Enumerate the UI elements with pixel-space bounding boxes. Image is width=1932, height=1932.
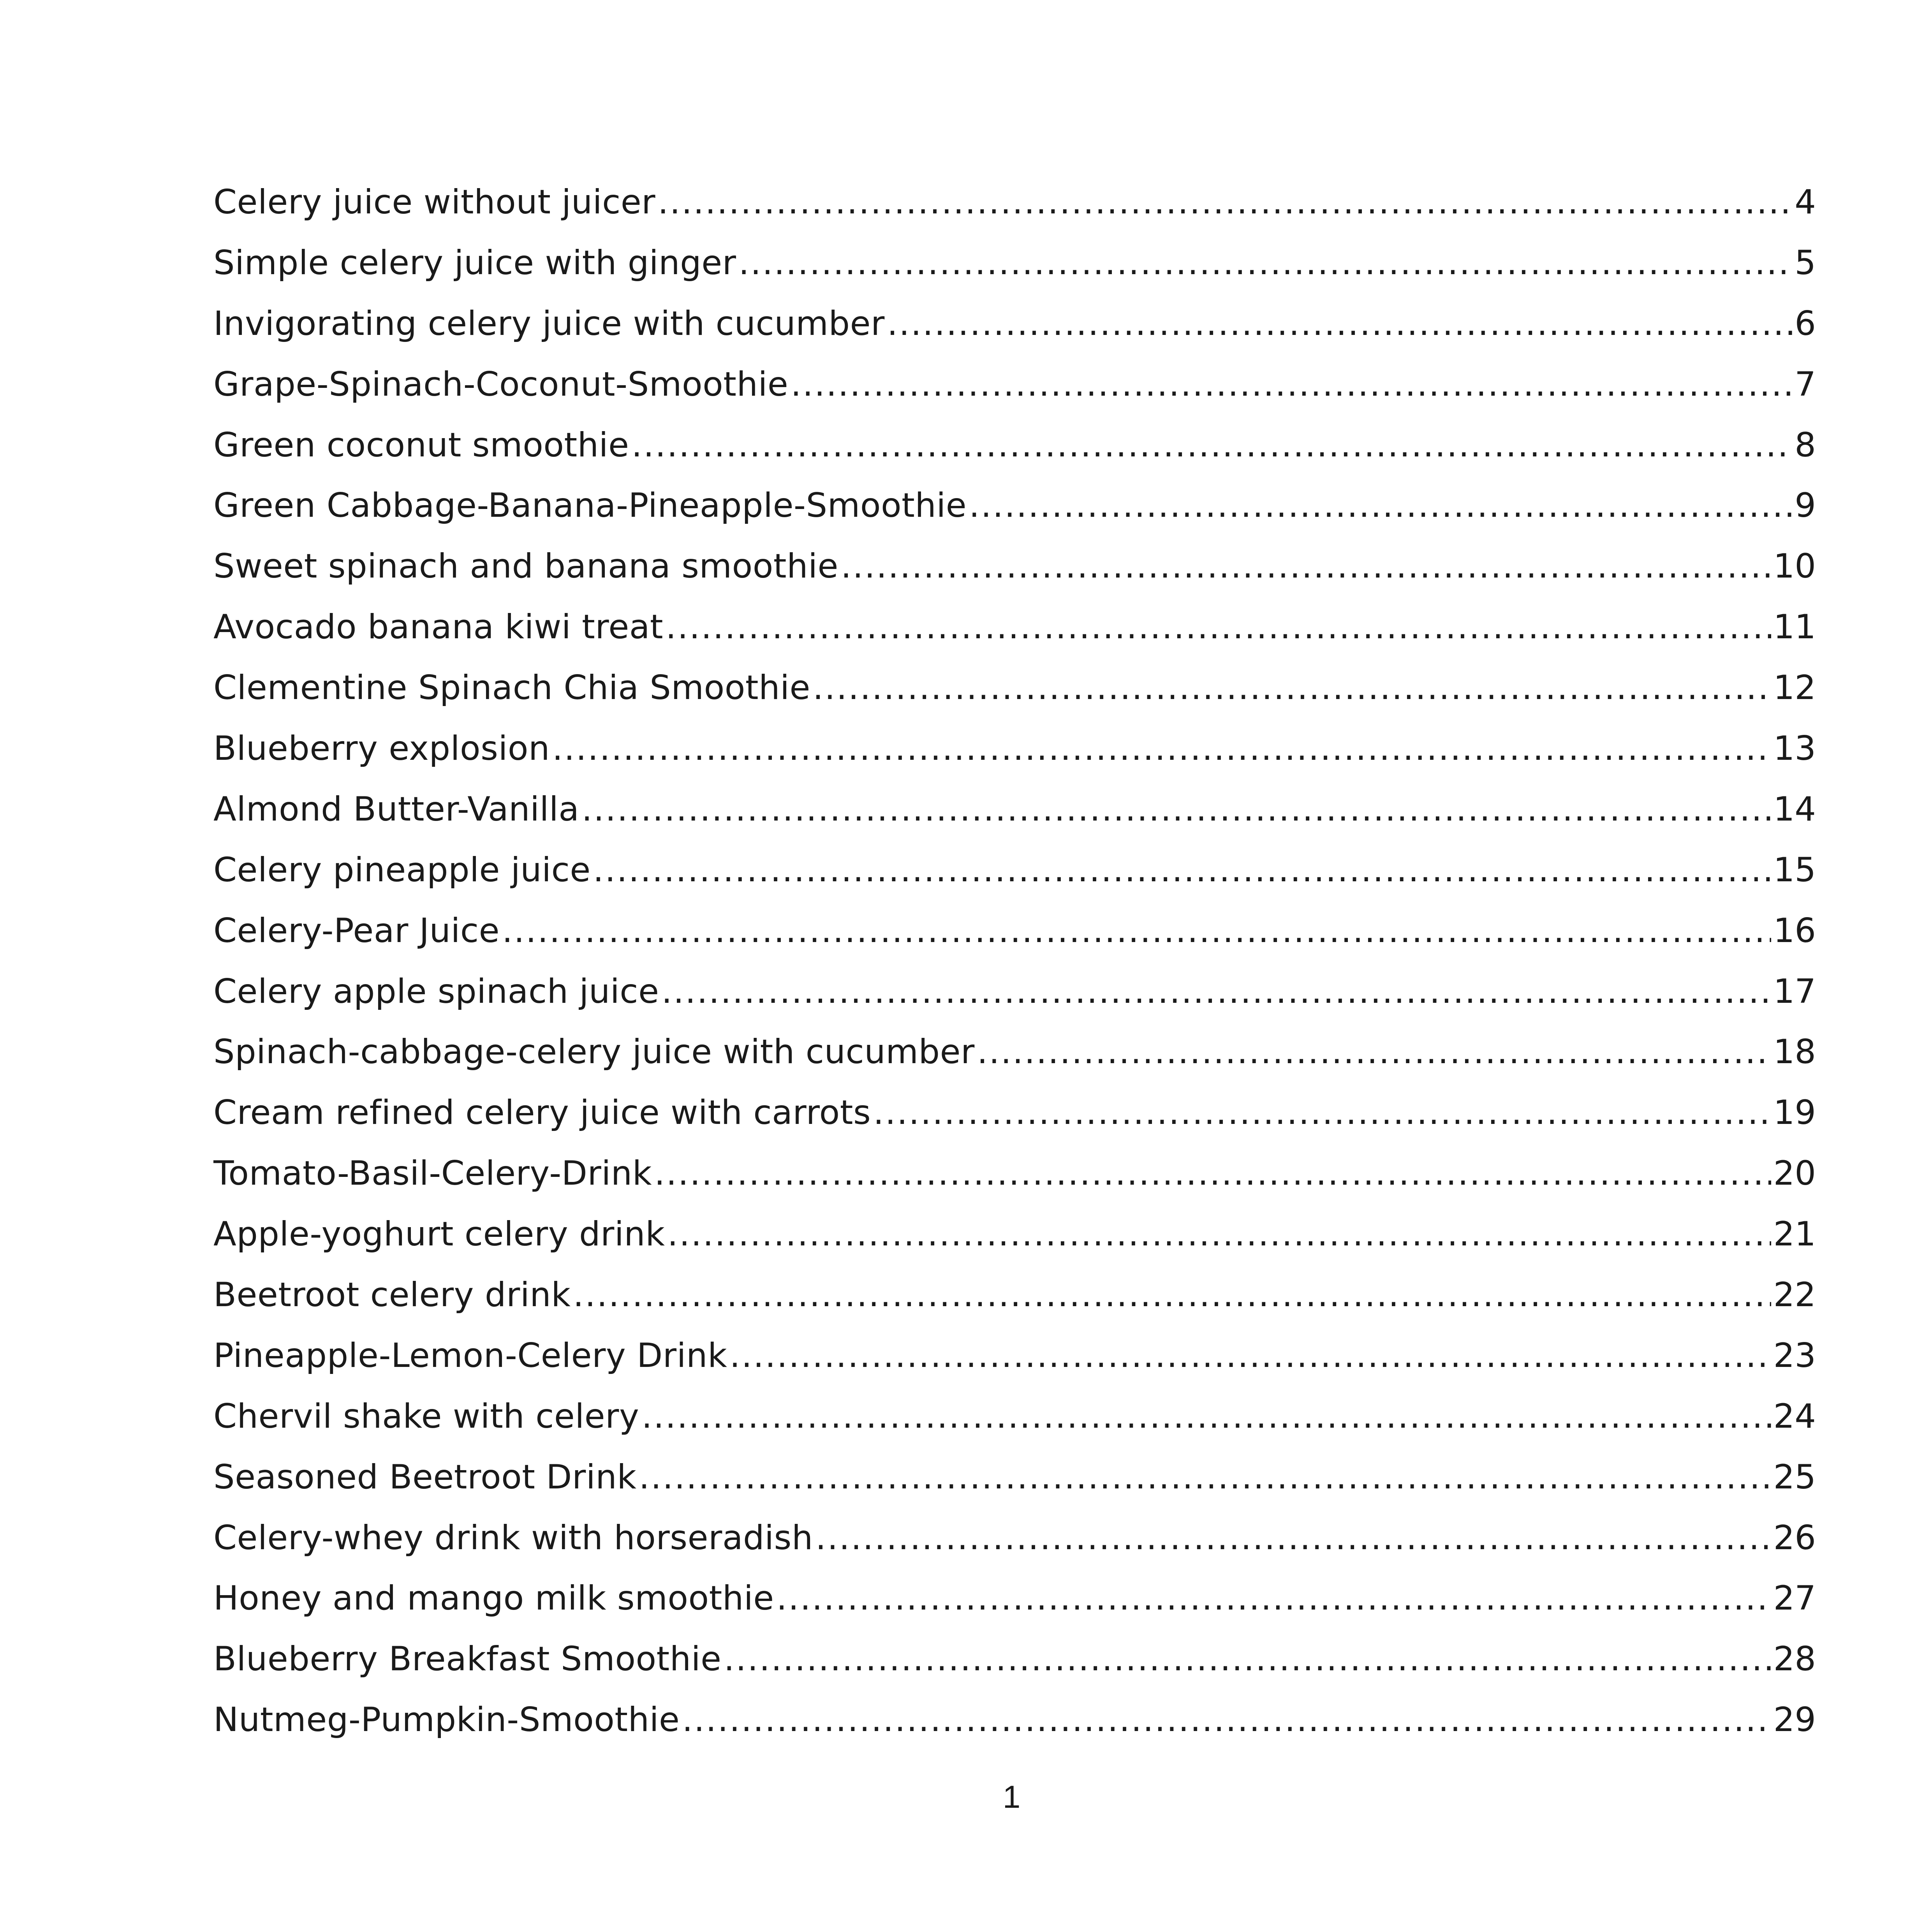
toc-entry-title: Nutmeg-Pumpkin-Smoothie bbox=[213, 1700, 680, 1740]
toc-dot-leader bbox=[724, 1629, 1771, 1690]
toc-entry-page-number: 26 bbox=[1773, 1518, 1816, 1557]
toc-dot-leader bbox=[873, 1083, 1771, 1143]
toc-entry-title: Cream refined celery juice with carrots bbox=[213, 1093, 871, 1132]
toc-entry-title: Beetroot celery drink bbox=[213, 1275, 571, 1315]
toc-dot-leader bbox=[641, 1386, 1771, 1447]
toc-entry-title: Celery juice without juicer bbox=[213, 183, 656, 222]
toc-entry-page-number: 19 bbox=[1773, 1093, 1816, 1132]
toc-entry-title: Almond Butter-Vanilla bbox=[213, 789, 579, 829]
toc-entry-title: Blueberry explosion bbox=[213, 729, 550, 768]
toc-entry-page-number: 14 bbox=[1773, 789, 1816, 829]
toc-entry-page-number: 10 bbox=[1773, 547, 1816, 586]
toc-dot-leader bbox=[582, 779, 1771, 840]
toc-dot-leader bbox=[815, 1508, 1771, 1569]
toc-entry[interactable] bbox=[213, 1568, 1816, 1629]
toc-dot-leader bbox=[739, 233, 1793, 294]
toc-entry[interactable] bbox=[213, 536, 1816, 597]
toc-entry[interactable] bbox=[213, 719, 1816, 779]
toc-entry[interactable] bbox=[213, 354, 1816, 415]
table-of-contents bbox=[213, 172, 1816, 1751]
toc-dot-leader bbox=[666, 597, 1771, 658]
toc-dot-leader bbox=[573, 1265, 1771, 1326]
toc-dot-leader bbox=[777, 1568, 1771, 1629]
toc-entry[interactable] bbox=[213, 1447, 1816, 1508]
toc-entry[interactable] bbox=[213, 840, 1816, 901]
toc-dot-leader bbox=[654, 1143, 1771, 1204]
toc-entry-title: Blueberry Breakfast Smoothie bbox=[213, 1640, 722, 1679]
toc-dot-leader bbox=[593, 840, 1771, 901]
toc-entry[interactable] bbox=[213, 1386, 1816, 1447]
toc-entry-page-number: 29 bbox=[1773, 1700, 1816, 1740]
toc-entry[interactable] bbox=[213, 901, 1816, 962]
toc-dot-leader bbox=[729, 1326, 1771, 1386]
toc-entry[interactable] bbox=[213, 779, 1816, 840]
toc-entry-title: Green coconut smoothie bbox=[213, 425, 629, 465]
toc-dot-leader bbox=[969, 476, 1792, 536]
toc-entry-title: Spinach-cabbage-celery juice with cucumber bbox=[213, 1032, 975, 1072]
toc-entry[interactable] bbox=[213, 1022, 1816, 1083]
toc-entry-title: Avocado banana kiwi treat bbox=[213, 608, 664, 647]
toc-entry-page-number: 22 bbox=[1773, 1275, 1816, 1315]
toc-dot-leader bbox=[667, 1204, 1771, 1265]
toc-entry-title: Chervil shake with celery bbox=[213, 1397, 639, 1436]
toc-dot-leader bbox=[977, 1022, 1771, 1083]
toc-entry-title: Celery pineapple juice bbox=[213, 850, 591, 889]
toc-entry-page-number: 8 bbox=[1795, 425, 1816, 465]
toc-dot-leader bbox=[887, 294, 1792, 354]
toc-entry-title: Apple-yoghurt celery drink bbox=[213, 1215, 665, 1254]
toc-entry-page-number: 24 bbox=[1773, 1397, 1816, 1436]
toc-entry-page-number: 23 bbox=[1773, 1336, 1816, 1375]
toc-entry-title: Green Cabbage-Banana-Pineapple-Smoothie bbox=[213, 486, 967, 525]
toc-entry[interactable] bbox=[213, 658, 1816, 719]
toc-entry-title: Tomato-Basil-Celery-Drink bbox=[213, 1154, 652, 1193]
toc-entry-page-number: 20 bbox=[1773, 1154, 1816, 1193]
toc-entry[interactable] bbox=[213, 233, 1816, 294]
toc-entry[interactable] bbox=[213, 1265, 1816, 1326]
toc-entry[interactable] bbox=[213, 1204, 1816, 1265]
toc-entry-page-number: 5 bbox=[1795, 243, 1816, 282]
toc-entry-page-number: 4 bbox=[1795, 183, 1816, 222]
toc-dot-leader bbox=[682, 1690, 1771, 1751]
toc-entry[interactable] bbox=[213, 597, 1816, 658]
toc-entry-page-number: 7 bbox=[1795, 365, 1816, 404]
toc-dot-leader bbox=[661, 962, 1771, 1022]
toc-entry-title: Simple celery juice with ginger bbox=[213, 243, 736, 282]
toc-entry[interactable] bbox=[213, 1690, 1816, 1751]
toc-entry-page-number: 28 bbox=[1773, 1640, 1816, 1679]
toc-entry-title: Honey and mango milk smoothie bbox=[213, 1579, 774, 1618]
toc-entry[interactable] bbox=[213, 1629, 1816, 1690]
toc-entry-page-number: 11 bbox=[1773, 608, 1816, 647]
toc-entry-title: Celery-whey drink with horseradish bbox=[213, 1518, 813, 1557]
toc-entry-page-number: 15 bbox=[1773, 850, 1816, 889]
toc-dot-leader bbox=[841, 536, 1771, 597]
toc-dot-leader bbox=[639, 1447, 1771, 1508]
toc-entry-title: Celery apple spinach juice bbox=[213, 972, 659, 1011]
toc-entry-page-number: 18 bbox=[1773, 1032, 1816, 1072]
toc-entry[interactable] bbox=[213, 294, 1816, 354]
toc-entry-title: Celery-Pear Juice bbox=[213, 911, 500, 950]
toc-entry-page-number: 27 bbox=[1773, 1579, 1816, 1618]
toc-entry[interactable] bbox=[213, 1083, 1816, 1143]
toc-entry[interactable] bbox=[213, 415, 1816, 476]
toc-dot-leader bbox=[631, 415, 1792, 476]
toc-entry-title: Seasoned Beetroot Drink bbox=[213, 1457, 637, 1497]
toc-entry-title: Sweet spinach and banana smoothie bbox=[213, 547, 838, 586]
toc-entry[interactable] bbox=[213, 1143, 1816, 1204]
page-number: 1 bbox=[1002, 1779, 1021, 1815]
toc-dot-leader bbox=[658, 172, 1792, 233]
toc-entry-page-number: 9 bbox=[1795, 486, 1816, 525]
toc-entry-page-number: 12 bbox=[1773, 668, 1816, 708]
toc-entry[interactable] bbox=[213, 172, 1816, 233]
toc-entry[interactable] bbox=[213, 476, 1816, 536]
toc-dot-leader bbox=[813, 658, 1771, 719]
toc-entry[interactable] bbox=[213, 1326, 1816, 1386]
toc-dot-leader bbox=[552, 719, 1771, 779]
toc-entry-page-number: 25 bbox=[1773, 1457, 1816, 1497]
toc-entry-page-number: 21 bbox=[1773, 1215, 1816, 1254]
toc-entry-title: Clementine Spinach Chia Smoothie bbox=[213, 668, 810, 708]
toc-entry[interactable] bbox=[213, 962, 1816, 1022]
toc-entry-page-number: 17 bbox=[1773, 972, 1816, 1011]
toc-entry-title: Pineapple-Lemon-Celery Drink bbox=[213, 1336, 727, 1375]
toc-entry-title: Invigorating celery juice with cucumber bbox=[213, 304, 885, 343]
toc-entry-page-number: 13 bbox=[1773, 729, 1816, 768]
toc-entry-page-number: 6 bbox=[1795, 304, 1816, 343]
toc-entry[interactable] bbox=[213, 1508, 1816, 1569]
toc-dot-leader bbox=[502, 901, 1771, 962]
toc-entry-title: Grape-Spinach-Coconut-Smoothie bbox=[213, 365, 789, 404]
toc-dot-leader bbox=[791, 354, 1792, 415]
toc-entry-page-number: 16 bbox=[1773, 911, 1816, 950]
